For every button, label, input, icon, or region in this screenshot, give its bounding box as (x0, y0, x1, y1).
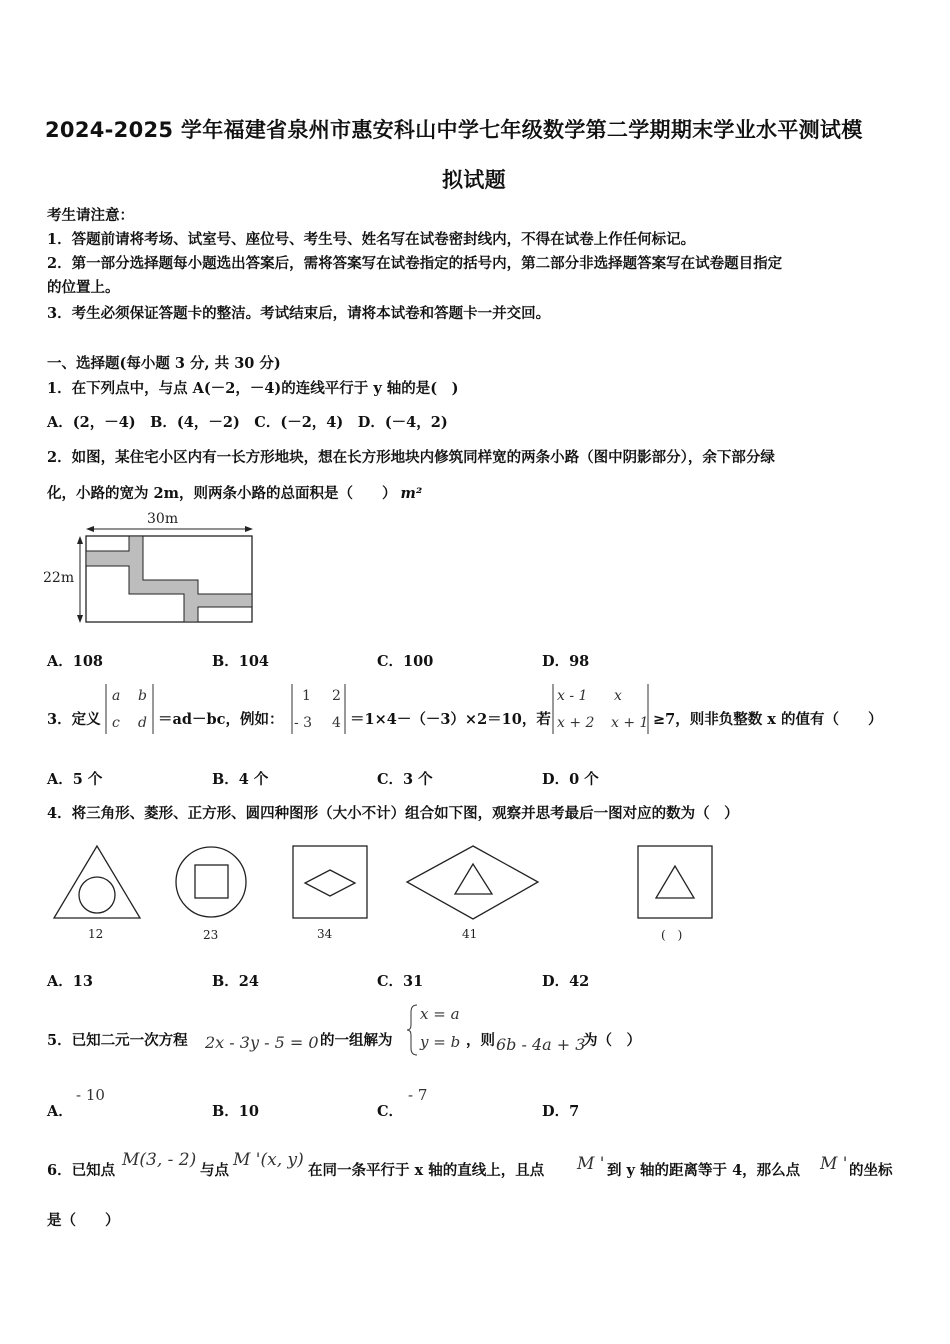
q1-options: A．(2，－4) B．(4，－2) C．(－2，4) D．(－4，2) (47, 414, 448, 431)
q3-determinant-1 (104, 682, 156, 736)
q4-option-b: B．24 (212, 973, 259, 990)
q2-height-label: 22m (43, 570, 75, 586)
q3-option-c: C．3 个 (377, 771, 433, 788)
fig5-label: ( ) (661, 928, 683, 942)
section-heading: 一、选择题(每小题 3 分, 共 30 分) (47, 355, 281, 372)
q3-option-b: B．4 个 (212, 771, 269, 788)
fig3-square (293, 846, 367, 918)
det1-b: b (138, 688, 147, 704)
q3-def-text: ＝ad－bc，例如： (158, 711, 284, 728)
q2-width-label: 30m (147, 511, 179, 527)
fig4-label: 41 (462, 927, 478, 941)
q3-tail: ≥7，则非负整数 x 的值有（ ） (653, 711, 883, 728)
fig2-circle (176, 847, 246, 917)
q5-option-a-value: - 10 (76, 1086, 105, 1104)
fig3-label: 34 (317, 927, 333, 941)
q5-mid: 的一组解为 (320, 1032, 393, 1049)
q5-option-b: B．10 (212, 1103, 259, 1120)
fig3-rhombus (305, 870, 355, 896)
q6-m-prime-2: M ' (577, 1154, 605, 1174)
det3-b: x (614, 688, 622, 704)
q6-with: 与点 (200, 1162, 229, 1179)
q2-stem-text: 化，小路的宽为 2m，则两条小路的总面积是（ ） (47, 485, 397, 502)
q6-point-m-prime: M '(x, y) (233, 1150, 304, 1170)
det3-d: x + 1 (611, 715, 649, 731)
det2-c: - 3 (294, 715, 313, 731)
det2-b: 2 (332, 688, 341, 704)
fig2-label: 23 (203, 928, 219, 942)
q6-m-prime-3: M ' (820, 1154, 848, 1174)
q3-num: 3．定义 (47, 711, 101, 728)
page-title-line2: 拟试题 (442, 168, 506, 192)
fig4-rhombus (407, 846, 538, 919)
q2-land-rectangle (86, 536, 252, 622)
q6-tail: 的坐标 (849, 1162, 893, 1179)
q5-option-d: D．7 (542, 1103, 580, 1120)
det1-d: d (138, 715, 147, 731)
q2-option-d: D．98 (542, 653, 590, 670)
q3-example-text: ＝1×4－（－3）×2＝10，若 (350, 711, 551, 728)
q5-tail: 为（ ） (583, 1032, 641, 1049)
det2-a: 1 (302, 688, 311, 704)
q5-system-eq2: y = b (420, 1033, 461, 1051)
notice-item-3: 3．考生必须保证答题卡的整洁。考试结束后，请将本试卷和答题卡一并交回。 (47, 305, 551, 322)
q6-mid: 在同一条平行于 x 轴的直线上，且点 (308, 1162, 545, 1179)
q4-stem: 4．将三角形、菱形、正方形、圆四种图形（大小不计）组合如下图，观察并思考最后一图对应的数为（ ） (47, 805, 739, 822)
fig1-label: 12 (88, 927, 104, 941)
q5-option-a: A． (47, 1103, 73, 1120)
q5-option-c: C． (377, 1103, 404, 1120)
q5-equation: 2x - 3y - 5 = 0 (205, 1033, 319, 1052)
q3-option-a: A．5 个 (47, 771, 103, 788)
q6-line2: 是（ ） (47, 1212, 120, 1229)
q5-system-brace (406, 1003, 420, 1057)
q4-figures (44, 840, 734, 946)
q5-option-c-value: - 7 (408, 1086, 428, 1104)
fig4-triangle (455, 864, 492, 894)
page-title: 2024-2025 学年福建省泉州市惠安科山中学七年级数学第二学期期末学业水平测试模 (45, 118, 863, 142)
det1-a: a (112, 688, 121, 704)
q3-determinant-3 (551, 682, 651, 736)
notice-item-1: 1．答题前请将考场、试室号、座位号、考生号、姓名写在试卷密封线内，不得在试卷上作任何标记。 (47, 231, 696, 248)
q2-option-c: C．100 (377, 653, 434, 670)
fig5-square (638, 846, 712, 918)
q5-system-eq1: x = a (420, 1005, 460, 1023)
q2-option-a: A．108 (47, 653, 104, 670)
det1-c: c (112, 715, 120, 731)
q2-stem-line1: 2．如图，某住宅小区内有一长方形地块，想在长方形地块内修筑同样宽的两条小路（图中阴影部分），余下部分绿 (47, 449, 775, 466)
det2-d: 4 (332, 715, 341, 731)
det3-a: x - 1 (557, 688, 588, 704)
fig1-triangle (54, 846, 140, 918)
q6-mid2: 到 y 轴的距离等于 4，那么点 (607, 1162, 801, 1179)
fig5-triangle (656, 866, 694, 898)
q4-option-a: A．13 (47, 973, 93, 990)
q3-option-d: D．0 个 (542, 771, 599, 788)
q4-option-d: D．42 (542, 973, 590, 990)
notice-heading: 考生请注意： (47, 207, 134, 224)
q4-option-c: C．31 (377, 973, 424, 990)
q5-pre: 5．已知二元一次方程 (47, 1032, 188, 1049)
fig2-square (195, 865, 228, 898)
fig1-circle (79, 877, 115, 913)
q2-option-b: B．104 (212, 653, 270, 670)
q6-point-m: M(3, - 2) (122, 1150, 197, 1170)
q5-then: ，则 (466, 1032, 495, 1049)
det3-c: x + 2 (557, 715, 595, 731)
q1-stem: 1．在下列点中，与点 A(－2，－4)的连线平行于 y 轴的是( ) (47, 380, 459, 397)
q6-pre: 6．已知点 (47, 1162, 116, 1179)
q3-determinant-2 (290, 682, 348, 736)
notice-item-2-cont: 的位置上。 (47, 279, 120, 296)
q2-figure (42, 508, 262, 632)
notice-item-2: 2．第一部分选择题每小题选出答案后，需将答案写在试卷指定的括号内，第二部分非选择题答案写在试卷题目指定 (47, 255, 783, 272)
q5-expr: 6b - 4a + 3 (496, 1035, 586, 1054)
q2-stem-line2 (47, 482, 422, 503)
q2-unit: m² (400, 485, 423, 502)
